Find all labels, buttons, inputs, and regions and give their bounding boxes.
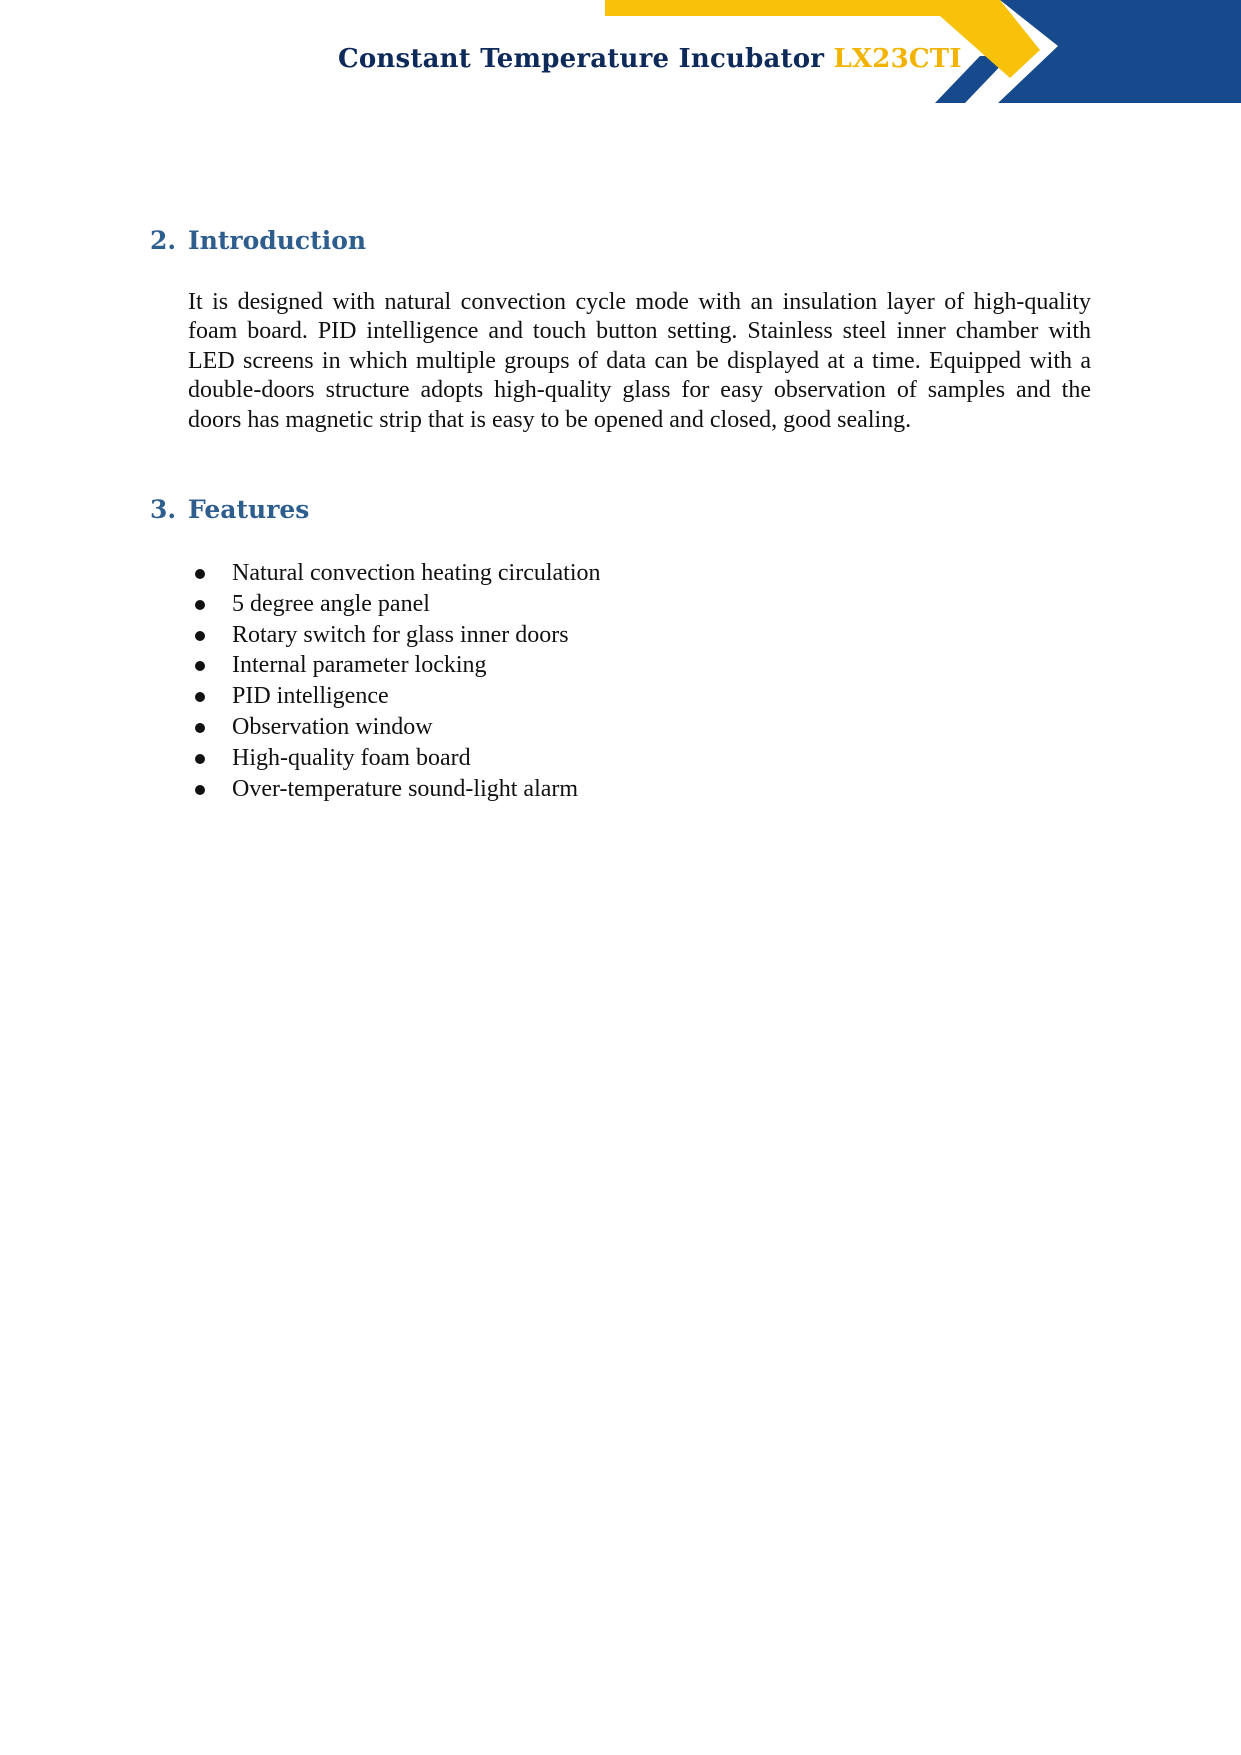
features-title: Features — [188, 495, 310, 524]
introduction-title: Introduction — [188, 226, 367, 255]
list-item — [188, 712, 888, 743]
introduction-number: 2. — [150, 226, 177, 255]
list-item — [188, 681, 888, 712]
feature-text: Observation window — [232, 713, 433, 740]
product-name: Constant Temperature Incubator — [338, 44, 825, 74]
bullet-icon — [195, 631, 205, 641]
bullet-icon — [195, 569, 205, 579]
bullet-icon — [195, 692, 205, 702]
features-list — [188, 558, 888, 804]
bullet-icon — [195, 661, 205, 671]
bullet-icon — [195, 785, 205, 795]
list-item — [188, 620, 888, 651]
feature-text: PID intelligence — [232, 683, 389, 710]
introduction-paragraph: It is designed with natural convection cycle mode with an insulation layer of high-quality foam board. PID intelligence and touch button setting. Stainless steel inner chamber with LED screens in which multiple groups of data can be displayed at a time. Equipped with a double-doors structure adopts high-quality glass for easy observation of samples and the doors has magnetic strip that is easy to be opened and closed, good sealing. — [188, 289, 1091, 433]
bullet-icon — [195, 600, 205, 610]
feature-text: Internal parameter locking — [232, 652, 487, 679]
list-item — [188, 774, 888, 805]
feature-text: Rotary switch for glass inner doors — [232, 621, 569, 648]
features-heading — [150, 495, 309, 524]
list-item — [188, 743, 888, 774]
feature-text: High-quality foam board — [232, 744, 471, 771]
bullet-icon — [195, 723, 205, 733]
feature-text: Over-temperature sound-light alarm — [232, 775, 579, 802]
feature-text: 5 degree angle panel — [232, 590, 430, 617]
model-number: LX23CTI — [833, 44, 962, 74]
list-item — [188, 558, 888, 589]
bullet-icon — [195, 754, 205, 764]
list-item — [188, 650, 888, 681]
introduction-heading — [150, 226, 366, 255]
list-item — [188, 589, 888, 620]
features-number: 3. — [150, 495, 177, 524]
document-title — [338, 44, 962, 74]
feature-text: Natural convection heating circulation — [232, 560, 601, 586]
